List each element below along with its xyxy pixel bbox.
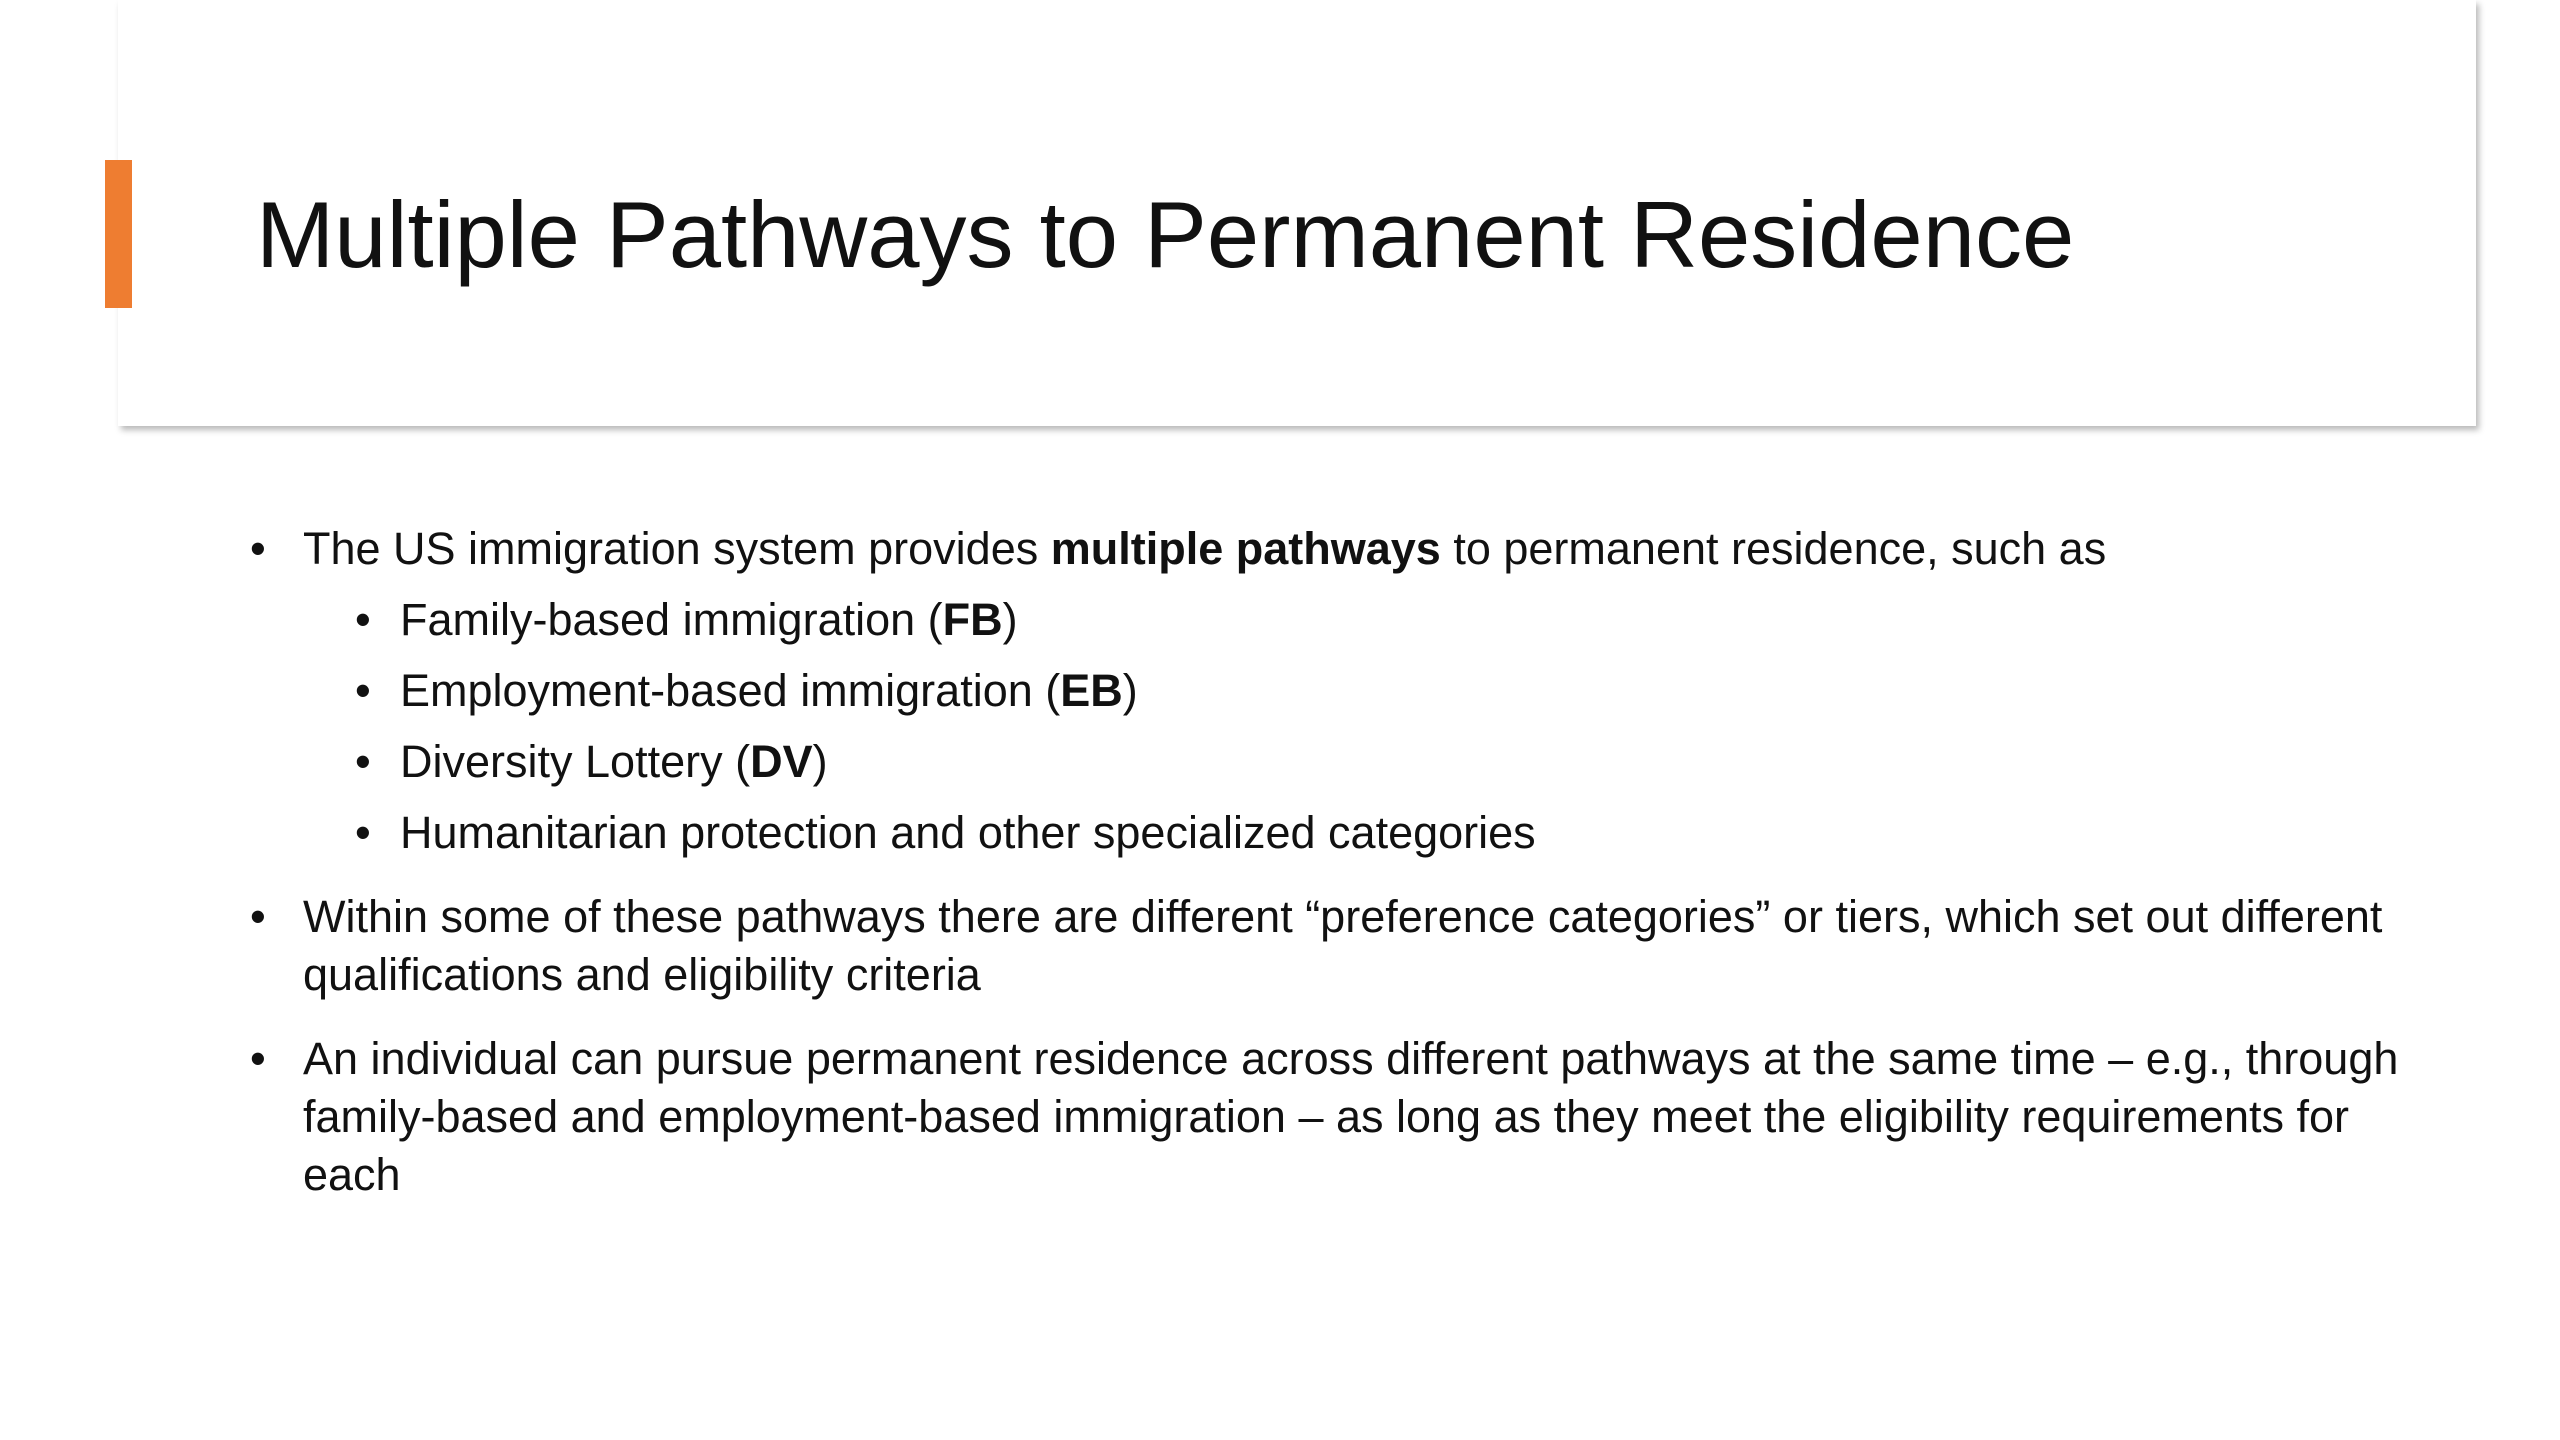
bullet-icon: • [355, 807, 371, 858]
title-accent-bar [105, 160, 132, 308]
sub-bullet-text: Humanitarian protection and other specialized categories [400, 807, 1536, 858]
sub-bullet-text-bold: FB [942, 594, 1003, 645]
bullet-icon: • [250, 891, 266, 942]
bullet-list [250, 520, 2400, 1204]
sub-bullet-text: ) [1002, 594, 1018, 645]
sub-bullet-text: ) [1122, 665, 1138, 716]
bullet-icon: • [355, 665, 371, 716]
bullet-text: An individual can pursue permanent residence across different pathways at the same time – e.g., through family-based and employment-based immigration – as long as they meet the eligibility requirements for each [303, 1033, 2399, 1200]
sub-bullet-item-dv [355, 733, 2400, 791]
sub-bullet-text: Family-based immigration ( [400, 594, 943, 645]
bullet-icon: • [355, 736, 371, 787]
bullet-text: Within some of these pathways there are different “preference categories” or tiers, which set out different qualifications and eligibility criteria [303, 891, 2383, 1000]
slide-title: Multiple Pathways to Permanent Residence [256, 182, 2075, 287]
sub-bullet-item-fb [355, 591, 2400, 649]
bullet-item-concurrent-pathways [250, 1030, 2400, 1204]
bullet-item-pathways [250, 520, 2400, 862]
bullet-icon: • [250, 1033, 266, 1084]
bullet-text-bold: multiple pathways [1050, 523, 1441, 574]
sub-bullet-text: Employment-based immigration ( [400, 665, 1061, 716]
bullet-icon: • [355, 594, 371, 645]
sub-bullet-text-bold: EB [1060, 665, 1123, 716]
sub-bullet-text: Diversity Lottery ( [400, 736, 751, 787]
sub-bullet-item-humanitarian [355, 804, 2400, 862]
sub-bullet-text-bold: DV [750, 736, 813, 787]
bullet-text: The US immigration system provides [303, 523, 1051, 574]
sub-bullet-text: ) [812, 736, 828, 787]
bullet-item-preference-categories [250, 888, 2400, 1004]
slide-body [250, 520, 2400, 1230]
sub-bullet-item-eb [355, 662, 2400, 720]
sub-bullet-list [303, 591, 2400, 862]
bullet-text: to permanent residence, such as [1440, 523, 2107, 574]
bullet-icon: • [250, 523, 266, 574]
